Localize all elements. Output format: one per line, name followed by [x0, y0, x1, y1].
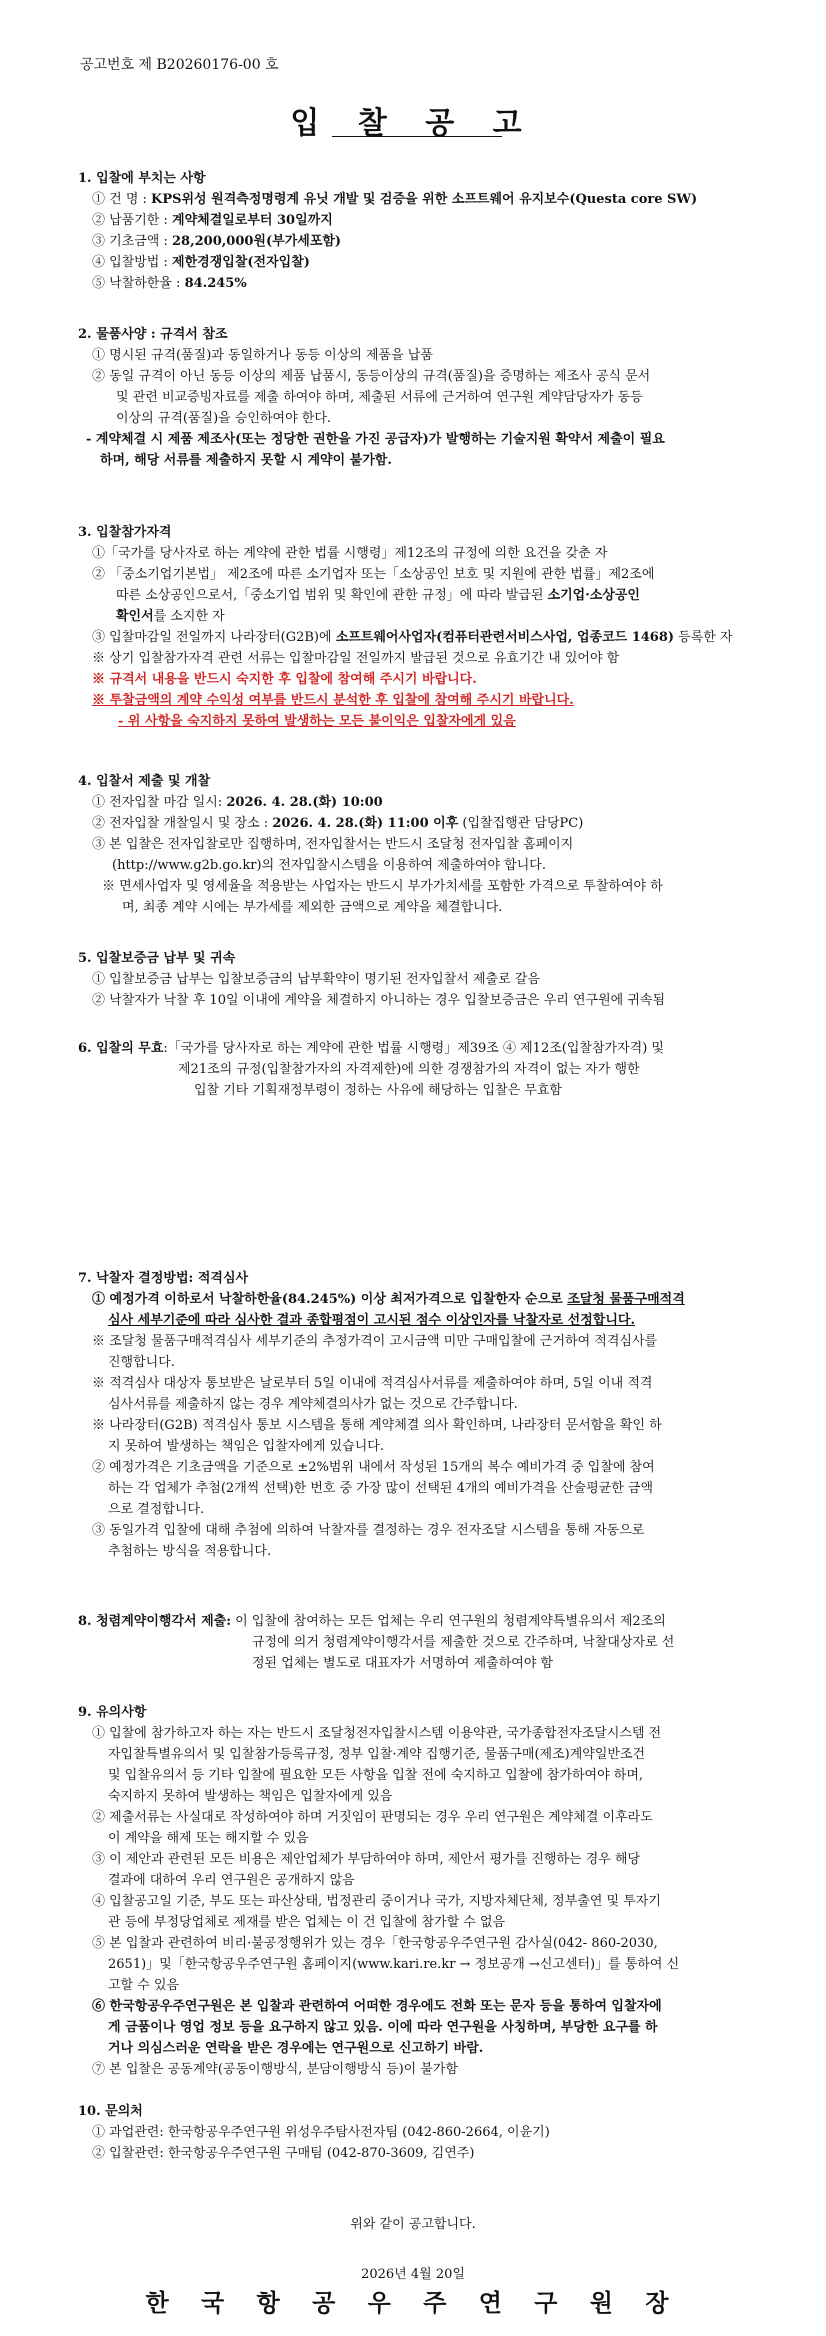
section-heading: 5. 입찰보증금 납부 및 귀속 — [78, 951, 236, 966]
bid-method-row: ④ 입찰방법 : 제한경쟁입찰(전자입찰) — [92, 255, 310, 270]
warning-spec: ※ 규격서 내용을 반드시 숙지한 후 입찰에 참여해 주시기 바랍니다. — [92, 672, 477, 687]
section-integrity-pledge: 8. 청렴계약이행각서 제출: 이 입찰에 참여하는 모든 업체는 우리 연구원의 청렴계약특별유의서 제2조의 규정에 의거 청렴계약이행각서를 제출한 것으로 간주하며, 낙찰대상자로 선 정된 업체는 별도로 대표자가 서명하여 제출하여야 함 — [78, 1614, 675, 1671]
base-amount-row: ③ 기초금액 : 28,200,000원(부가세포함) — [92, 234, 342, 249]
issuer-signature: 한 국 항 공 우 주 연 구 원 장 — [145, 2288, 681, 2317]
bid-title-row: ① 건 명 : KPS위성 원격측정명령계 유닛 개발 및 검증을 위한 소프트웨어 유지보수(Questa core SW) — [92, 192, 698, 207]
section-heading: 9. 유의사항 — [78, 1705, 147, 1720]
section-bid-items — [78, 168, 768, 294]
contact-bid: ② 입찰관련: 한국항공우주연구원 구매팀 (042-870-3609, 김연주) — [92, 2146, 475, 2161]
contact-task: ① 과업관련: 한국항공우주연구원 위성우주탐사전자팀 (042-860-2664, 이윤기) — [92, 2125, 550, 2140]
section-heading: 10. 문의처 — [78, 2104, 143, 2119]
section-precautions: 9. 유의사항 ① 입찰에 참가하고자 하는 자는 반드시 조달청전자입찰시스템 이용약관, 국가종합전자조달시스템 전 자입찰특별유의서 및 입찰참가등록규정, 정부 입찰·계약 집행기준, 물품구매(제조)계약일반조건 및 입찰유의서 등 기타 입찰에 필요한 모든 사항을 입찰 전에 숙지하고 입찰에 참가하여야 하며, 숙지하지 못하여 발생하는 책임은 입찰자에게 있음 ② 제출서류는 사실대로 작성하여야 하며 거짓임이 판명되는 경우 우리 연구원은 계약체결 이후라도 이 계약을 해제 또는 해지할 수 있음 ③ 이 제안과 관련된 모든 비용은 제안업체가 부담하여야 하며, 제안서 평가를 진행하는 경우 해당 결과에 대하여 우리 연구원은 공개하지 않음 ④ 입찰공고일 기준, 부도 또는 파산상태, 법정관리 중이거나 국가, 지방자체단체, 정부출연 및 투자기 관 등에 부정당업체로 제재를 받은 업체는 이 건 입찰에 참가할 수 없음 ⑤ 본 입찰과 관련하여 비리·불공정행위가 있는 경우「한국항공우주연구원 감사실(042- 860-2030, 2651)」및「한국항공우주연구원 홈페이지(www.kari.re.kr → 정보공개 →신고센터)」를 통하여 신 고할 수 있음 ⑥ 한국항공우주연구원은 본 입찰과 관련하여 어떠한 경우에도 전화 또는 문자 등을 통하여 입찰자에 게 금품이나 영업 정보 등을 요구하지 않고 있음. 이에 따라 연구원을 사칭하며, 부당한 요구를 하 거나 의심스러운 연락을 받은 경우에는 연구원으로 신고하기 바람. ⑦ 본 입찰은 공동계약(공동이행방식, 분담이행방식 등)이 불가함 — [78, 1702, 768, 2080]
section-contact — [78, 2101, 768, 2164]
section-award-method: 7. 낙찰자 결정방법: 적격심사 ① 예정가격 이하로서 낙찰하한율(84.245%) 이상 최저가격으로 입찰한자 순으로 조달청 물품구매적격 심사 세부기준에 따라 심사한 결과 종합평점이 고시된 점수 이상인자를 낙찰자로 선정합니다. ※ 조달청 물품구매적격심사 세부기준의 추정가격이 고시금액 미만 구매입찰에 근거하여 적격심사를 진행합니다. ※ 적격심사 대상자 통보받은 날로부터 5일 이내에 적격심사서류를 제출하여야 하며, 5일 이내 적격 심사서류를 제출하지 않는 경우 계약체결의사가 없는 것으로 간주합니다. ※ 나라장터(G2B) 적격심사 통보 시스템을 통해 계약체결 의사 확인하며, 나라장터 문서함을 확인 하 지 못하여 발생하는 책임은 입찰자에게 있습니다. ② 예정가격은 기초금액을 기준으로 ±2%범위 내에서 작성된 15개의 복수 예비가격 중 입찰에 참여 하는 각 업체가 추첨(2개씩 선택)한 번호 중 가장 많이 선택된 4개의 예비가격을 산술평균한 금액 으로 결정합니다. ③ 동일가격 입찰에 대해 추첨에 의하여 낙찰자를 결정하는 경우 전자조달 시스템을 통해 자동으로 추첨하는 방식을 적용합니다. — [78, 1268, 768, 1562]
section-heading: 3. 입찰참가자격 — [78, 525, 172, 540]
section-qualifications: 3. 입찰참가자격 ①「국가를 당사자로 하는 계약에 관한 법률 시행령」제12조의 규정에 의한 요건을 갖춘 자 ② 「중소기업기본법」 제2조에 따른 소기업자 또는「소상공인 보호 및 지원에 관한 법률」제2조에 따른 소상공인으로서,「중소기업 범위 및 확인에 관한 규정」에 따라 발급된 소기업·소상공인 확인서를 소지한 자 ③ 입찰마감일 전일까지 나라장터(G2B)에 소프트웨어사업자(컴퓨터관련서비스사업, 업종코드 1468) 등록한 자 ※ 상기 입찰참가자격 관련 서류는 입찰마감일 전일까지 발급된 것으로 유효기간 내 있어야 함 ※ 규격서 내용을 반드시 숙지한 후 입찰에 참여해 주시기 바랍니다. ※ 투찰금액의 계약 수익성 여부를 반드시 분석한 후 입찰에 참여해 주시기 바랍니다. - 위 사항을 숙지하지 못하여 발생하는 모든 불이익은 입찰자에게 있음 — [78, 522, 768, 732]
warning-disadvantage: - 위 사항을 숙지하지 못하여 발생하는 모든 불이익은 입찰자에게 있음 — [118, 714, 516, 729]
warning-profitability: ※ 투찰금액의 계약 수익성 여부를 반드시 분석한 후 입찰에 참여해 주시기 바랍니다. — [92, 693, 574, 708]
section-heading: 4. 입찰서 제출 및 개찰 — [78, 774, 211, 789]
section-deposit: 5. 입찰보증금 납부 및 귀속 ① 입찰보증금 납부는 입찰보증금의 납부확약이 명기된 전자입찰서 제출로 갈음 ② 낙찰자가 낙찰 후 10일 이내에 계약을 체결하지 아니하는 경우 입찰보증금은 우리 연구원에 귀속됨 — [78, 948, 768, 1011]
section-heading: 7. 낙찰자 결정방법: 적격심사 — [78, 1271, 249, 1286]
notice-number: 공고번호 제 B20260176-00 호 — [80, 57, 279, 73]
section-invalid: 6. 입찰의 무효:「국가를 당사자로 하는 계약에 관한 법률 시행령」제39조 ④ 제12조(입찰참가자격) 및 제21조의 규정(입찰참가자의 자격제한)에 의한 경쟁참가의 자격이 없는 자가 행한 입찰 기타 기획재정부령이 정하는 사유에 해당하는 입찰은 무효함 — [78, 1041, 664, 1098]
section-submission: 4. 입찰서 제출 및 개찰 ① 전자입찰 마감 일시: 2026. 4. 28.(화) 10:00 ② 전자입찰 개찰일시 및 장소 : 2026. 4. 28.(화) 11:00 이후 (입찰집행관 담당PC) ③ 본 입찰은 전자입찰로만 집행하며, 전자입찰서는 반드시 조달청 전자입찰 홈페이지 (http://www.g2b.go.kr)의 전자입찰시스템을 이용하여 제출하여야 합니다. ※ 면세사업자 및 영세율을 적용받는 사업자는 반드시 부가가치세를 포함한 가격으로 투찰하여야 하 며, 최종 계약 시에는 부가세를 제외한 금액으로 계약을 체결합니다. — [78, 771, 768, 918]
notice-date: 2026년 4월 20일 — [361, 2267, 465, 2282]
closing-text: 위와 같이 공고합니다. — [350, 2217, 476, 2232]
title-underline — [332, 136, 502, 137]
page-title: 입 찰 공 고 — [290, 106, 536, 141]
section-specs: 2. 물품사양 : 규격서 참조 ① 명시된 규격(품질)과 동일하거나 동등 이상의 제품을 납품 ② 동일 규격이 아닌 동등 이상의 제품 납품시, 동등이상의 규격(품질)을 증명하는 제조사 공식 문서 및 관련 비교증빙자료를 제출 하여야 하며, 제출된 서류에 근거하여 연구원 계약담당자가 동등 이상의 규격(품질)을 승인하여야 한다. - 계약체결 시 제품 제조사(또는 정당한 권한을 가진 공급자)가 발행하는 기술지원 확약서 제출이 필요 하며, 해당 서류를 제출하지 못할 시 계약이 불가함. — [78, 324, 768, 471]
delivery-deadline-row: ② 납품기한 : 계약체결일로부터 30일까지 — [92, 213, 333, 228]
section-heading: 1. 입찰에 부치는 사항 — [78, 171, 206, 186]
section-heading: 2. 물품사양 : 규격서 참조 — [78, 327, 228, 342]
lower-limit-rate-row: ⑤ 낙찰하한율 : 84.245% — [92, 276, 247, 291]
